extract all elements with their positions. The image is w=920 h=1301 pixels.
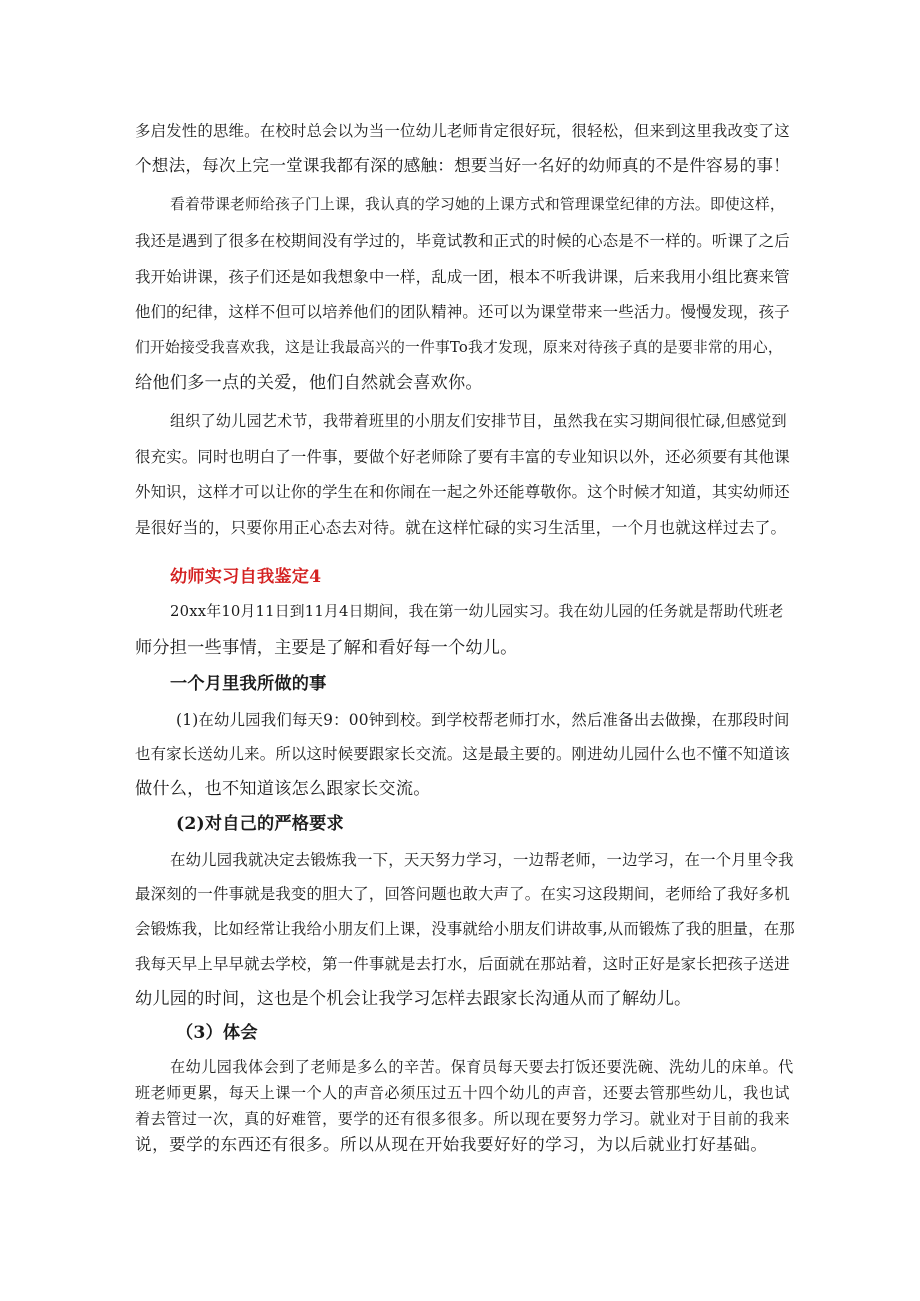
paragraph-line: 外知识，这样才可以让你的学生在和你闹在一起之外还能尊敬你。这个时候才知道，其实幼师还	[135, 483, 790, 501]
paragraph-line: 幼儿园的时间，这也是个机会让我学习怎样去跟家长沟通从而了解幼儿。	[135, 989, 692, 1009]
paragraph-line: 做什么，也不知道该怎么跟家长交流。	[135, 779, 431, 799]
paragraph-line: 组织了幼儿园艺术节，我带着班里的小朋友们安排节目，虽然我在实习期间很忙碌,但感觉到	[170, 412, 787, 430]
paragraph-line: 们开始接受我喜欢我，这是让我最高兴的一件事To我才发现，原来对待孩子真的是要非常的用心，	[135, 339, 783, 356]
paragraph-line: (1)在幼儿园我们每天9：00钟到校。到学校帮老师打水，然后准备出去做操，在那段时间	[176, 711, 790, 729]
paragraph-line: 个想法，每次上完一堂课我都有深的感触：想要当好一名好的幼师真的不是件容易的事！	[135, 156, 790, 175]
paragraph-line: 给他们多一点的关爱，他们自然就会喜欢你。	[135, 373, 483, 393]
paragraph-line: 班老师更累，每天上课一个人的声音必须压过五十四个幼儿的声音，还要去管那些幼儿，我也试	[135, 1084, 790, 1102]
paragraph-line: 他们的纪律，这样不但可以培养他们的团队精神。还可以为课堂带来一些活力。慢慢发现，孩子	[135, 303, 790, 321]
subheading: (2)对自己的严格要求	[176, 814, 344, 834]
paragraph-line: 我每天早上早早就去学校，第一件事就是去打水，后面就在那站着，这时正好是家长把孩子送进	[135, 955, 790, 973]
paragraph-line: 说，要学的东西还有很多。所以从现在开始我要好好的学习，为以后就业打好基础。	[135, 1135, 768, 1154]
paragraph-line: 看着带课老师给孩子门上课，我认真的学习她的上课方式和管理课堂纪律的方法。即使这样，	[170, 196, 785, 213]
paragraph-line: 我还是遇到了很多在校期间没有学过的，毕竟试教和正式的时候的心态是不一样的。听课了之后	[135, 232, 790, 250]
paragraph-line: 我开始讲课，孩子们还是如我想象中一样，乱成一团，根本不听我讲课，后来我用小组比赛来管	[135, 268, 790, 286]
subheading: 一个月里我所做的事	[170, 674, 327, 694]
paragraph-line: 在幼儿园我就决定去锻炼我一下，天天努力学习，一边帮老师，一边学习，在一个月里令我	[170, 851, 794, 869]
paragraph-line: 也有家长送幼儿来。所以这时候要跟家长交流。这是最主要的。刚进幼儿园什么也不懂不知道该	[135, 745, 790, 763]
paragraph-line: 多启发性的思维。在校时总会以为当一位幼儿老师肯定很好玩，很轻松，但来到这里我改变了这	[135, 122, 790, 140]
paragraph-line: 师分担一些事情，主要是了解和看好每一个幼儿。	[135, 638, 518, 658]
subheading: （3）体会	[176, 1023, 258, 1043]
paragraph-line: 20xx年10月11日到11月4日期间，我在第一幼儿园实习。我在幼儿园的任务就是帮助代班老	[170, 603, 784, 620]
paragraph-line: 是很好当的，只要你用正心态去对待。就在这样忙碌的实习生活里，一个月也就这样过去了。	[135, 518, 787, 537]
paragraph-line: 着去管过一次，真的好难管，要学的还有很多很多。所以现在要努力学习。就业对于目前的我来	[135, 1110, 790, 1128]
paragraph-line: 在幼儿园我体会到了老师是多么的辛苦。保育员每天要去打饭还要洗碗、洗幼儿的床单。代	[170, 1058, 794, 1076]
paragraph-line: 会锻炼我，比如经常让我给小朋友们上课，没事就给小朋友们讲故事,从而锻炼了我的胆量，在那	[135, 920, 795, 938]
section-heading: 幼师实习自我鉴定4	[170, 567, 322, 587]
paragraph-line: 很充实。同时也明白了一件事，要做个好老师除了要有丰富的专业知识以外，还必须要有其他课	[135, 448, 790, 466]
paragraph-line: 最深刻的一件事就是我变的胆大了，回答问题也敢大声了。在实习这段期间，老师给了我好多机	[135, 885, 790, 903]
